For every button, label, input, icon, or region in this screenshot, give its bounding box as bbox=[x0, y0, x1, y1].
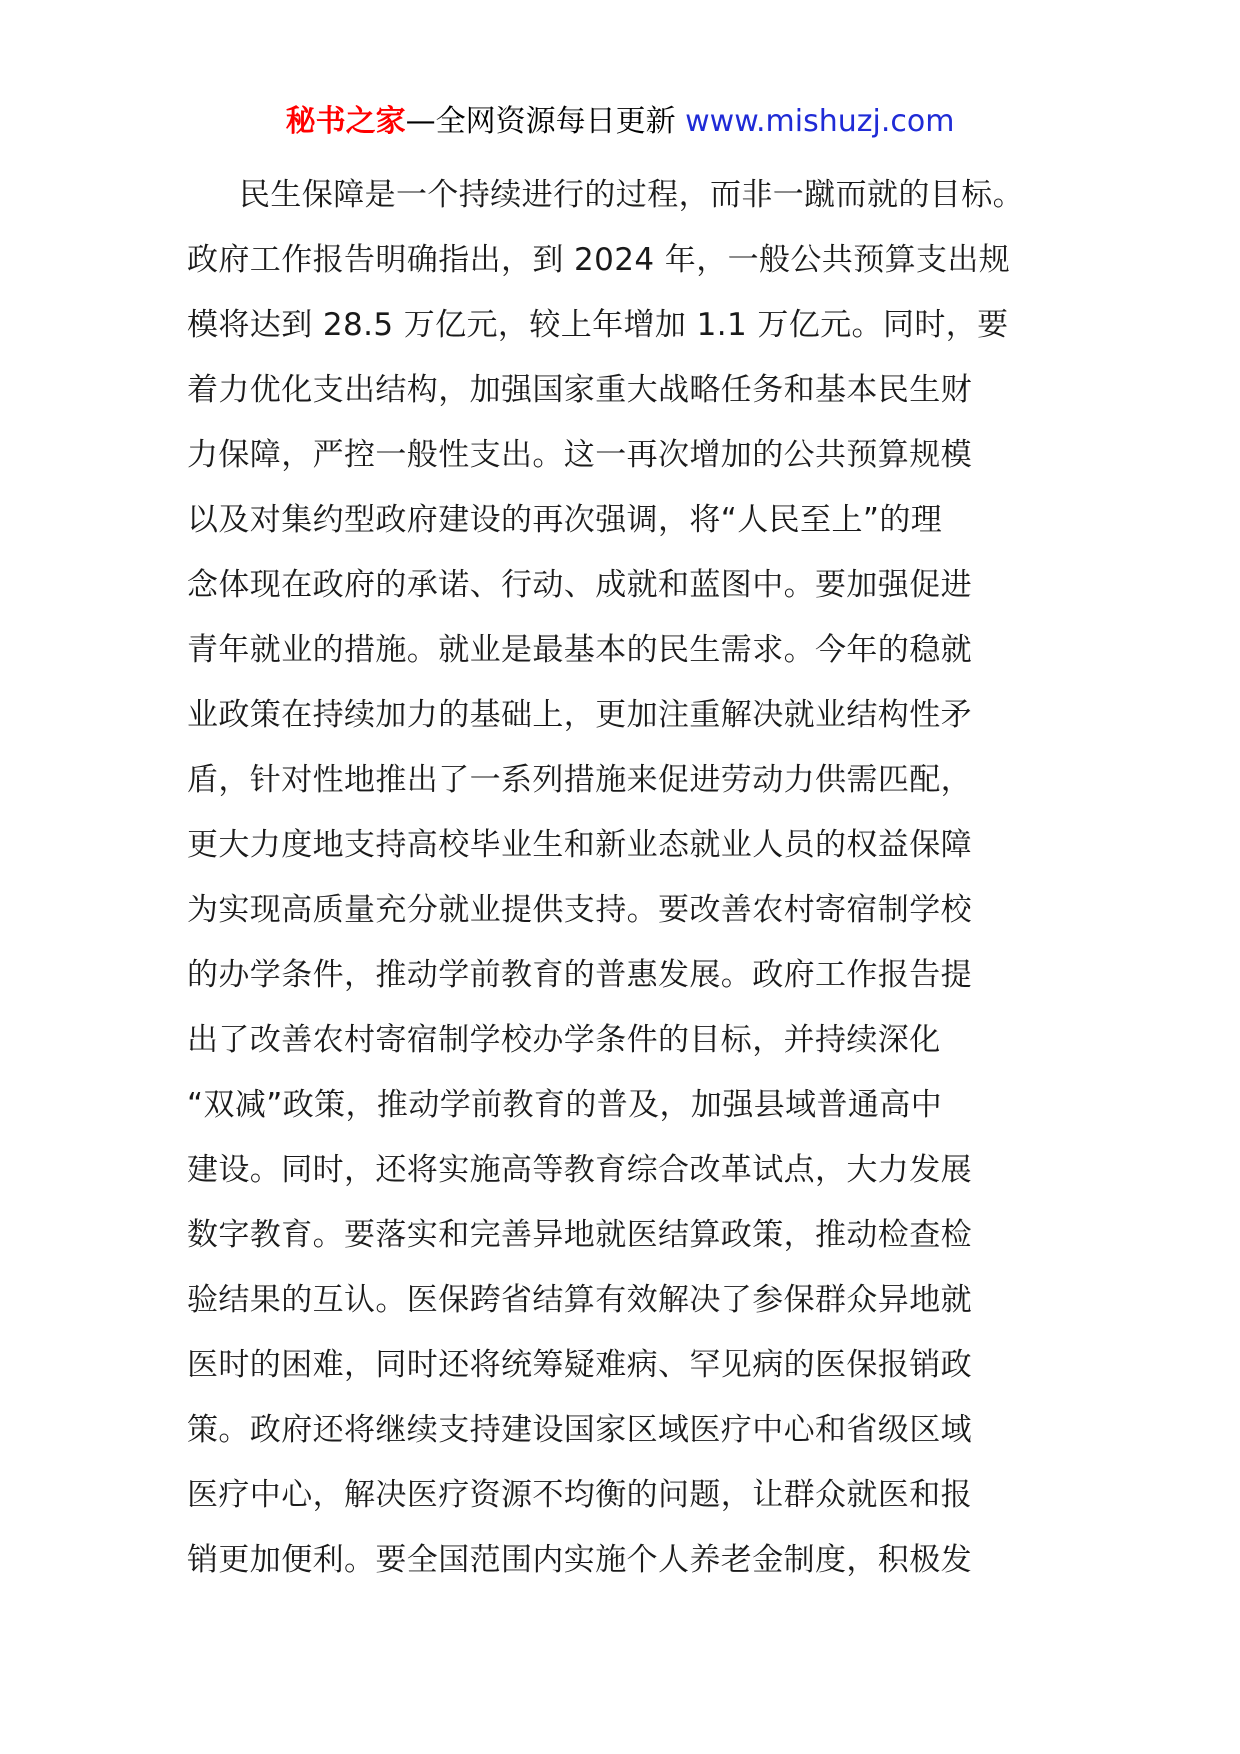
text-line: 业政策在持续加力的基础上，更加注重解决就业结构性矛 bbox=[187, 697, 972, 733]
text-line: 医时的困难，同时还将统筹疑难病、罕见病的医保报销政 bbox=[187, 1347, 972, 1383]
brand-name: 秘书之家 bbox=[285, 104, 406, 139]
text-line: 青年就业的措施。就业是最基本的民生需求。今年的稳就 bbox=[187, 632, 972, 668]
header-tagline: —全网资源每日更新 bbox=[405, 104, 676, 139]
text-line: 念体现在政府的承诺、行动、成就和蓝图中。要加强促进 bbox=[187, 567, 972, 603]
text-line: 的办学条件，推动学前教育的普惠发展。政府工作报告提 bbox=[187, 957, 972, 993]
text-line: 盾，针对性地推出了一系列措施来促进劳动力供需匹配， bbox=[187, 762, 972, 798]
text-line: 医疗中心，解决医疗资源不均衡的问题，让群众就医和报 bbox=[187, 1477, 972, 1513]
body-paragraph bbox=[187, 163, 1057, 1593]
text-line: 建设。同时，还将实施高等教育综合改革试点，大力发展 bbox=[187, 1152, 972, 1188]
text-line: 策。政府还将继续支持建设国家区域医疗中心和省级区域 bbox=[187, 1412, 972, 1448]
text-line: 着力优化支出结构，加强国家重大战略任务和基本民生财 bbox=[187, 372, 972, 408]
text-line: 数字教育。要落实和完善异地就医结算政策，推动检查检 bbox=[187, 1217, 972, 1253]
text-line: 力保障，严控一般性支出。这一再次增加的公共预算规模 bbox=[187, 437, 972, 473]
text-line: 以及对集约型政府建设的再次强调，将“人民至上”的理 bbox=[187, 502, 943, 538]
text-line: 模将达到 28.5 万亿元，较上年增加 1.1 万亿元。同时，要 bbox=[187, 307, 1009, 343]
text-line: “双减”政策，推动学前教育的普及，加强县域普通高中 bbox=[187, 1087, 943, 1123]
page-header bbox=[0, 100, 1240, 144]
text-line: 为实现高质量充分就业提供支持。要改善农村寄宿制学校 bbox=[187, 892, 972, 928]
text-line: 验结果的互认。医保跨省结算有效解决了参保群众异地就 bbox=[187, 1282, 972, 1318]
text-line: 政府工作报告明确指出，到 2024 年，一般公共预算支出规 bbox=[187, 242, 1011, 278]
text-line: 销更加便利。要全国范围内实施个人养老金制度，积极发 bbox=[187, 1542, 972, 1578]
text-line: 更大力度地支持高校毕业生和新业态就业人员的权益保障 bbox=[187, 827, 972, 863]
website-link[interactable]: www.mishuzj.com bbox=[685, 104, 955, 139]
text-line: 出了改善农村寄宿制学校办学条件的目标，并持续深化 bbox=[187, 1022, 941, 1058]
text-line: 民生保障是一个持续进行的过程，而非一蹴而就的目标。 bbox=[239, 177, 1024, 213]
